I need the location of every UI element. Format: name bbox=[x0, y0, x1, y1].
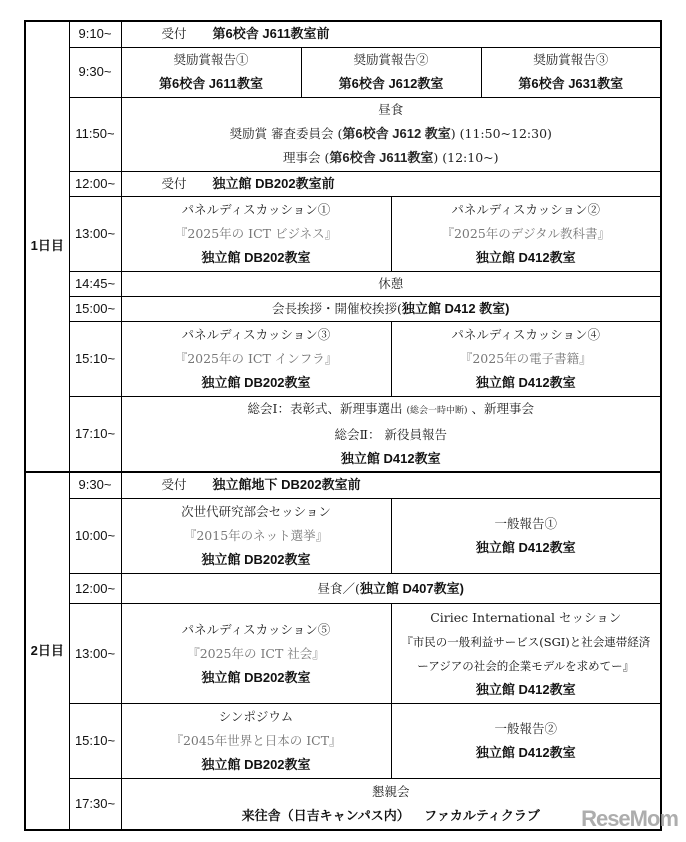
note: (総会一時中断) bbox=[406, 405, 468, 416]
table-row bbox=[25, 499, 661, 574]
time-cell: 17:10~ bbox=[69, 396, 121, 472]
location: 独立館 D412教室 bbox=[340, 450, 441, 466]
session-title: パネルディスカッション② bbox=[451, 201, 601, 217]
text: 総会Ⅰ：表彰式、新理事選出 bbox=[247, 400, 407, 416]
table-row bbox=[25, 321, 661, 396]
time-cell: 11:50~ bbox=[69, 97, 121, 171]
reception-cell bbox=[121, 171, 661, 196]
session-cell bbox=[121, 604, 391, 704]
location: 独立館 D407教室) bbox=[359, 580, 464, 596]
table-row bbox=[25, 21, 661, 47]
session-theme: 『2025年の ICT インフラ』 bbox=[174, 350, 338, 366]
break-label: 休憩 bbox=[378, 275, 404, 291]
break-cell bbox=[121, 271, 661, 296]
location: 独立館 D412教室 bbox=[475, 540, 576, 555]
table-row bbox=[25, 271, 661, 296]
watermark-logo: ReseMom bbox=[581, 806, 678, 831]
session-title: パネルディスカッション① bbox=[181, 201, 331, 217]
location: 第6校舎 J612 教室 bbox=[342, 126, 451, 141]
time-cell: 15:10~ bbox=[69, 321, 121, 396]
reception-cell bbox=[121, 21, 661, 47]
session-title: シンポジウム bbox=[218, 709, 294, 724]
session-cell bbox=[121, 196, 391, 271]
location: 来往舎（日吉キャンパス内） ファカルティクラブ bbox=[241, 807, 540, 823]
board-line bbox=[122, 146, 661, 170]
location: 独立館 DB202教室 bbox=[201, 374, 311, 390]
general-meeting-line bbox=[122, 397, 661, 423]
text: 奨励賞 審査委員会 ( bbox=[229, 126, 343, 141]
time-cell: 14:45~ bbox=[69, 271, 121, 296]
location: 独立館 D412教室 bbox=[475, 745, 576, 760]
general-meeting-cell bbox=[121, 396, 661, 472]
table-row bbox=[25, 704, 661, 779]
session-cell bbox=[121, 704, 391, 779]
time-cell: 15:00~ bbox=[69, 296, 121, 321]
greeting-label: 会長挨拶・開催校挨拶( bbox=[271, 300, 402, 316]
table-row bbox=[25, 196, 661, 271]
lunch-label: 昼食 bbox=[378, 102, 404, 117]
session-title: Ciriec International セッション bbox=[430, 609, 622, 625]
time-cell: 13:00~ bbox=[69, 604, 121, 704]
time-cell: 9:30~ bbox=[69, 47, 121, 97]
session-theme: 『2025年の ICT ビジネス』 bbox=[174, 225, 338, 241]
session-theme: 『2045年世界と日本の ICT』 bbox=[170, 733, 342, 748]
location: 独立館 D412教室 bbox=[475, 374, 576, 390]
location: 第6校舎 J611教室 bbox=[329, 150, 434, 165]
location: 第6校舎 J612教室 bbox=[338, 76, 444, 91]
party-label: 懇親会 bbox=[371, 783, 410, 799]
session-theme: 『2015年のネット選挙』 bbox=[183, 528, 329, 543]
time-cell: 15:10~ bbox=[69, 704, 121, 779]
greeting-cell bbox=[121, 296, 661, 321]
table-row bbox=[25, 97, 661, 171]
text: 理事会 ( bbox=[282, 150, 330, 165]
session-title: パネルディスカッション④ bbox=[451, 326, 601, 342]
session-title: 一般報告② bbox=[494, 721, 557, 736]
location: 独立館 D412教室 bbox=[475, 681, 576, 697]
location: 独立館 DB202教室 bbox=[201, 249, 311, 265]
table-row bbox=[25, 296, 661, 321]
session-theme: 『2025年の ICT 社会』 bbox=[187, 645, 325, 661]
table-row bbox=[25, 604, 661, 704]
table-row bbox=[25, 472, 661, 499]
session-title: 奨励賞報告① bbox=[173, 52, 249, 67]
time-cell: 9:10~ bbox=[69, 21, 121, 47]
location: 独立館地下 DB202教室前 bbox=[212, 477, 361, 493]
lunch-label: 昼食／( bbox=[317, 580, 360, 596]
session-cell bbox=[391, 499, 661, 574]
session-title: 次世代研究部会セッション bbox=[181, 504, 331, 519]
location: 第6校舎 J611教室 bbox=[158, 76, 264, 91]
schedule-table bbox=[24, 20, 662, 831]
text: 、新理事会 bbox=[467, 400, 534, 416]
session-cell bbox=[391, 321, 661, 396]
time-cell: 12:00~ bbox=[69, 574, 121, 604]
table-row bbox=[25, 171, 661, 196]
reception-label: 受付 bbox=[161, 477, 187, 493]
location: 独立館 DB202教室 bbox=[201, 757, 311, 772]
session-title: パネルディスカッション③ bbox=[181, 326, 331, 342]
location: 独立館 D412 教室) bbox=[401, 300, 510, 316]
location: 独立館 DB202教室 bbox=[201, 552, 311, 567]
general-meeting-line: 総会Ⅱ： 新役員報告 bbox=[334, 426, 447, 442]
table-row bbox=[25, 47, 661, 97]
reception-cell bbox=[121, 472, 661, 499]
day-label: 1日目 bbox=[25, 21, 69, 472]
reception-label: 受付 bbox=[161, 26, 187, 42]
table-row bbox=[25, 779, 661, 830]
table-row bbox=[25, 574, 661, 604]
day-label: 2日目 bbox=[25, 472, 69, 830]
location: 独立館 D412教室 bbox=[475, 249, 576, 265]
location: 独立館 DB202教室 bbox=[201, 669, 311, 685]
session-cell bbox=[121, 47, 301, 97]
session-cell bbox=[391, 704, 661, 779]
session-cell bbox=[121, 499, 391, 574]
lunch-cell bbox=[121, 97, 661, 171]
session-title: パネルディスカッション⑤ bbox=[181, 621, 331, 637]
session-title: 一般報告① bbox=[494, 516, 557, 531]
reception-label: 受付 bbox=[161, 175, 187, 191]
session-cell bbox=[391, 604, 661, 704]
session-cell bbox=[301, 47, 481, 97]
time-cell: 10:00~ bbox=[69, 499, 121, 574]
session-theme: ーアジアの社会的企業モデルを求めてー』 bbox=[417, 658, 635, 673]
session-theme: 『2025年のデジタル教科書』 bbox=[441, 225, 611, 241]
time-cell: 9:30~ bbox=[69, 472, 121, 499]
session-cell bbox=[391, 196, 661, 271]
time-cell: 12:00~ bbox=[69, 171, 121, 196]
session-cell bbox=[121, 321, 391, 396]
location: 第6校舎 J611教室前 bbox=[212, 26, 330, 42]
session-title: 奨励賞報告③ bbox=[533, 52, 609, 67]
location: 独立館 DB202教室前 bbox=[212, 175, 335, 191]
session-theme: 『市民の一般利益サービス(SGI)と社会連帯経済 bbox=[401, 634, 651, 649]
text: ) (12:10~) bbox=[433, 150, 499, 165]
table-row bbox=[25, 396, 661, 472]
text: ) (11:50~12:30) bbox=[450, 126, 552, 141]
lunch-cell bbox=[121, 574, 661, 604]
session-theme: 『2025年の電子書籍』 bbox=[459, 350, 592, 366]
session-cell bbox=[481, 47, 661, 97]
reception-party-cell bbox=[121, 779, 661, 830]
session-title: 奨励賞報告② bbox=[353, 52, 429, 67]
time-cell: 17:30~ bbox=[69, 779, 121, 830]
committee-line bbox=[122, 122, 661, 146]
location: 第6校舎 J631教室 bbox=[518, 76, 624, 91]
time-cell: 13:00~ bbox=[69, 196, 121, 271]
